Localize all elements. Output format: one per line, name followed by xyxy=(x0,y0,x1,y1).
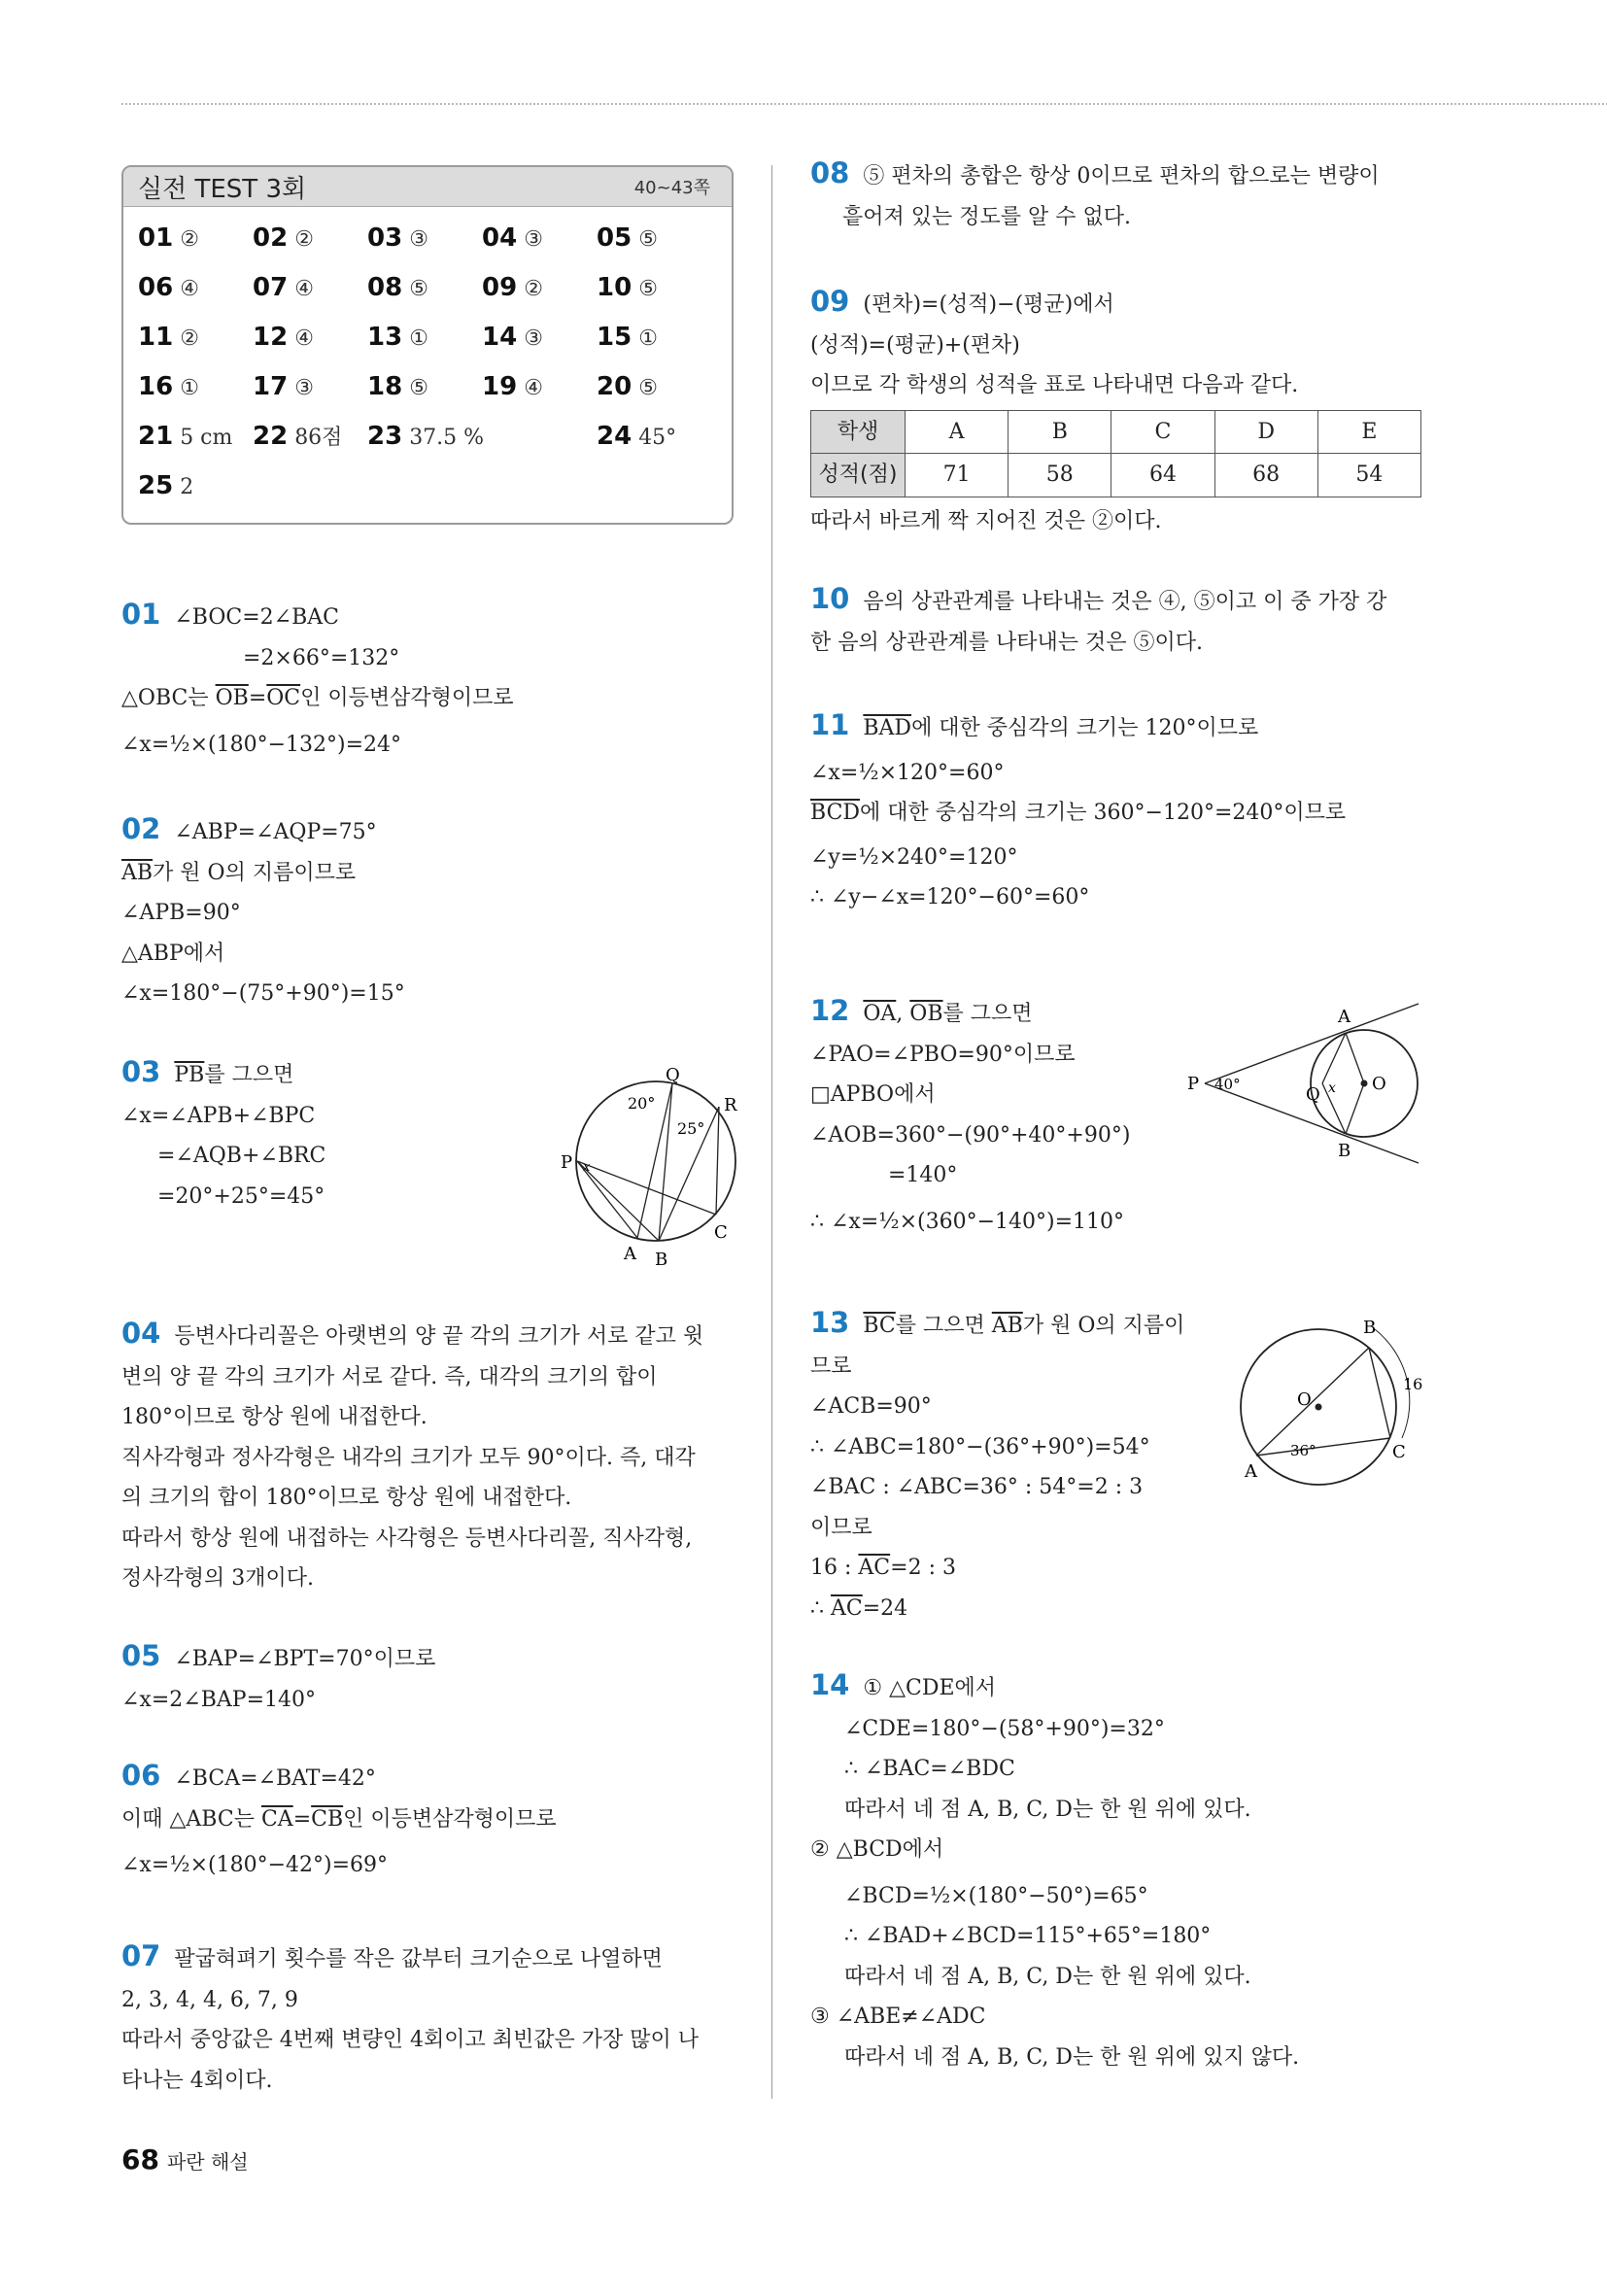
sol-line: 따라서 중앙값은 4번째 변량인 4회이고 최빈값은 가장 많이 나 xyxy=(121,2028,699,2052)
problem-number: 05 xyxy=(121,1639,161,1672)
answer-value: ⑤ xyxy=(409,277,428,301)
segment-label: $\overline{OC}$ xyxy=(266,686,301,710)
answer-value: ② xyxy=(524,277,543,301)
radius-OB xyxy=(1346,1083,1364,1134)
label-B: B xyxy=(1338,1141,1351,1161)
answer-number: 20 xyxy=(597,372,633,401)
sol-text: 에 대한 중심각의 크기는 360°−120°=240°이므로 xyxy=(860,801,1347,825)
label-A: A xyxy=(624,1244,636,1264)
sol-line: =2×66°=132° xyxy=(243,645,400,670)
sol-text: ∴ xyxy=(810,1595,831,1621)
answer-cell xyxy=(253,369,367,404)
arc-label: $\overline{AC}$ xyxy=(831,1595,863,1621)
table-cell: 54 xyxy=(1317,454,1420,497)
sol-line: 한 음의 상관관계를 나타내는 것은 ⑤이다. xyxy=(810,630,1203,655)
solution-01 xyxy=(121,595,514,765)
angle-label-25: 25° xyxy=(677,1119,705,1138)
answer-number: 12 xyxy=(253,323,289,352)
answer-cell xyxy=(597,221,711,256)
solution-09 xyxy=(810,282,1421,541)
table-row xyxy=(811,410,1421,454)
answer-cell xyxy=(482,270,597,305)
answer-value: ② xyxy=(294,227,314,252)
chord-AC xyxy=(1256,1438,1390,1456)
sol-text: 가 원 O의 지름이므로 xyxy=(153,860,357,885)
sol-line: ∠x=2∠BAP=140° xyxy=(121,1687,316,1712)
sol-line: 정사각형의 3개이다. xyxy=(121,1566,314,1591)
angle-label-36: 36° xyxy=(1290,1442,1316,1459)
problem-number: 07 xyxy=(121,1939,161,1972)
answer-cell xyxy=(482,369,597,404)
problem-number: 03 xyxy=(121,1055,161,1088)
answer-number: 25 xyxy=(138,471,174,500)
chord-BC xyxy=(1369,1348,1390,1438)
table-cell: B xyxy=(1009,410,1111,454)
answer-value: ⑤ xyxy=(638,277,658,301)
answer-cell xyxy=(482,221,597,256)
sol-line: ∠BOC=2∠BAC xyxy=(174,605,339,630)
answer-number: 10 xyxy=(597,273,633,302)
top-dotted-rule xyxy=(121,103,1607,105)
label-Q: Q xyxy=(666,1065,680,1085)
answer-number: 06 xyxy=(138,273,174,302)
label-P: P xyxy=(1187,1074,1200,1094)
answer-value: ④ xyxy=(180,277,199,301)
sol-line: =20°+25°=45° xyxy=(157,1183,325,1209)
label-C: C xyxy=(1392,1442,1406,1462)
problem-number: 01 xyxy=(121,598,161,631)
sol-line: 이므로 xyxy=(810,1515,872,1540)
arc-label: $\overline{CA}$ xyxy=(260,1806,293,1832)
answer-value: 86점 xyxy=(294,426,343,450)
answer-value: ③ xyxy=(409,227,428,252)
angle-label-x: x xyxy=(583,1160,591,1175)
answer-box xyxy=(121,165,734,525)
sol-line: ∠x=½×120°=60° xyxy=(810,760,1005,785)
problem-number: 13 xyxy=(810,1306,850,1339)
table-cell: 71 xyxy=(906,454,1009,497)
sol-line: □APBO에서 xyxy=(810,1082,936,1107)
answer-number: 02 xyxy=(253,223,289,253)
answer-value: ⑤ xyxy=(638,227,658,252)
sol-text: 를 그으면 xyxy=(942,1002,1033,1026)
answer-cell xyxy=(253,221,367,256)
answer-cell xyxy=(482,419,597,454)
segment-label: $\overline{PB}$ xyxy=(174,1063,205,1087)
answer-cell xyxy=(367,221,482,256)
answer-number: 19 xyxy=(482,372,518,401)
answer-number: 09 xyxy=(482,273,518,302)
sol-line: ② △BCD에서 xyxy=(810,1837,944,1862)
answer-value: 37.5 % xyxy=(409,426,485,450)
solution-05 xyxy=(121,1636,435,1720)
answer-value: ④ xyxy=(524,376,543,400)
arc-label: $\overline{BCD}$ xyxy=(810,801,861,825)
solution-03 xyxy=(121,1052,325,1217)
chord-QB xyxy=(659,1083,672,1241)
solution-14 xyxy=(810,1665,1299,2077)
table-cell: 58 xyxy=(1009,454,1111,497)
page-number: 68 xyxy=(121,2143,159,2176)
answer-cell xyxy=(253,270,367,305)
sol-text: 이때 △ABC는 xyxy=(121,1806,261,1832)
answer-cell xyxy=(138,320,253,355)
table-cell: E xyxy=(1317,410,1420,454)
label-O: O xyxy=(1372,1074,1386,1094)
sol-line: 타나는 4회이다. xyxy=(121,2068,273,2093)
answer-value: ④ xyxy=(294,326,314,351)
segment-label: $\overline{OB}$ xyxy=(215,686,249,710)
solution-04 xyxy=(121,1314,703,1599)
chord-AQ xyxy=(1322,1033,1346,1083)
answer-grid xyxy=(123,207,732,503)
answer-box-title: 실전 TEST 3회 xyxy=(138,174,307,204)
solution-11 xyxy=(810,705,1346,918)
sol-text: 인 이등변삼각형이므로 xyxy=(300,686,514,710)
sol-text: 인 이등변삼각형이므로 xyxy=(343,1806,557,1832)
sol-line: ∠CDE=180°−(58°+90°)=32° xyxy=(844,1716,1165,1741)
answer-cell xyxy=(253,419,367,454)
sol-line: ∠AOB=360°−(90°+40°+90°) xyxy=(810,1122,1131,1148)
table-header-cell: 학생 xyxy=(811,410,906,454)
center-dot xyxy=(1361,1080,1368,1087)
answer-number: 07 xyxy=(253,273,289,302)
sol-text: = xyxy=(292,1806,312,1832)
sol-line: 흩어져 있는 정도를 알 수 없다. xyxy=(842,204,1131,229)
answer-number: 18 xyxy=(367,372,403,401)
answer-cell xyxy=(138,221,253,256)
label-Q: Q xyxy=(1306,1084,1320,1105)
answer-number: 08 xyxy=(367,273,403,302)
table-cell: A xyxy=(906,410,1009,454)
answer-cell xyxy=(367,320,482,355)
sol-text: = xyxy=(248,686,267,710)
answer-value: ⑤ xyxy=(409,376,428,400)
answer-cell xyxy=(138,270,253,305)
answer-value: ① xyxy=(180,376,199,400)
grades-table xyxy=(810,410,1421,497)
solution-10 xyxy=(810,579,1386,663)
answer-value: ② xyxy=(180,326,199,351)
label-C: C xyxy=(714,1222,728,1243)
answer-cell xyxy=(597,270,711,305)
problem-number: 09 xyxy=(810,285,850,318)
table-row xyxy=(811,454,1421,497)
answer-box-header xyxy=(123,167,732,207)
left-column xyxy=(121,165,735,525)
answer-number: 05 xyxy=(597,223,633,253)
label-A: A xyxy=(1245,1461,1257,1482)
label-O: O xyxy=(1297,1389,1312,1410)
segment-label: $\overline{OB}$ xyxy=(909,1002,943,1026)
sol-line: 등변사다리꼴은 아랫변의 양 끝 각의 크기가 서로 같고 윗 xyxy=(174,1324,704,1349)
answer-value: ③ xyxy=(524,227,543,252)
label-P: P xyxy=(561,1152,573,1173)
table-cell: 64 xyxy=(1111,454,1214,497)
center-dot xyxy=(1316,1404,1322,1411)
arc-label: $\overline{BAD}$ xyxy=(863,716,912,740)
answer-cell xyxy=(597,320,711,355)
sol-line: 음의 상관관계를 나타내는 것은 ④, ⑤이고 이 중 가장 강 xyxy=(863,590,1387,614)
sol-line: ∠BCA=∠BAT=42° xyxy=(174,1766,376,1791)
segment-label: $\overline{AB}$ xyxy=(121,860,154,885)
table-header-cell: 성적(점) xyxy=(811,454,906,497)
sol-text: 가 원 O의 지름이 xyxy=(1022,1314,1185,1338)
sol-line: 므로 xyxy=(810,1354,852,1379)
sol-line: 팔굽혀펴기 횟수를 작은 값부터 크기순으로 나열하면 xyxy=(174,1947,663,1971)
label-B: B xyxy=(655,1250,668,1270)
segment-label: $\overline{OA}$ xyxy=(863,1002,897,1026)
sol-line: ∠x=½×(180°−132°)=24° xyxy=(121,732,402,757)
solution-07 xyxy=(121,1936,699,2101)
problem-number: 04 xyxy=(121,1317,161,1350)
answer-number: 04 xyxy=(482,223,518,253)
problem-number: 06 xyxy=(121,1759,161,1792)
answer-cell xyxy=(138,468,253,503)
sol-line: 따라서 바르게 짝 지어진 것은 ②이다. xyxy=(810,508,1162,533)
problem-number: 02 xyxy=(121,812,161,845)
sol-text: =2 : 3 xyxy=(890,1556,956,1580)
figure-12-tangents xyxy=(1185,999,1423,1164)
sol-line: 180°이므로 항상 원에 내접한다. xyxy=(121,1405,427,1429)
sol-line: ∠ACB=90° xyxy=(810,1394,932,1419)
sol-line: ∠x=½×(180°−42°)=69° xyxy=(121,1853,389,1877)
problem-number: 08 xyxy=(810,156,850,189)
answer-cell xyxy=(367,419,485,454)
solution-06 xyxy=(121,1756,557,1886)
figure-13-circle xyxy=(1229,1310,1423,1499)
sol-line: 2, 3, 4, 4, 6, 7, 9 xyxy=(121,1987,298,2012)
answer-value: ② xyxy=(180,227,199,252)
sol-line: △ABP에서 xyxy=(121,941,225,966)
answer-value: ① xyxy=(638,326,658,351)
answer-cell xyxy=(367,369,482,404)
answer-number: 23 xyxy=(367,422,403,451)
segment-label: $\overline{BC}$ xyxy=(863,1314,896,1338)
answer-number: 22 xyxy=(253,422,289,451)
sol-line: ∴ ∠BAC=∠BDC xyxy=(844,1757,1015,1781)
answer-value: ④ xyxy=(294,277,314,301)
angle-label-x: x xyxy=(1328,1080,1336,1096)
answer-cell xyxy=(482,320,597,355)
answer-cell xyxy=(138,369,253,404)
sol-line: ∴ ∠x=½×(360°−140°)=110° xyxy=(810,1209,1125,1234)
answer-cell xyxy=(367,270,482,305)
sol-line: ∠BAP=∠BPT=70°이므로 xyxy=(174,1647,436,1671)
sol-line: ∠APB=90° xyxy=(121,901,241,925)
arc-label: $\overline{AC}$ xyxy=(858,1556,891,1580)
table-cell: D xyxy=(1214,410,1317,454)
footer-text: 파란 해설 xyxy=(166,2150,249,2174)
sol-line: ∠x=180°−(75°+90°)=15° xyxy=(121,981,405,1006)
answer-number: 03 xyxy=(367,223,403,253)
page-footer xyxy=(121,2143,249,2176)
sol-line: ∴ ∠ABC=180°−(36°+90°)=54° xyxy=(810,1434,1150,1459)
answer-value: ① xyxy=(409,326,428,351)
table-cell: 68 xyxy=(1214,454,1317,497)
problem-number: 12 xyxy=(810,994,850,1027)
answer-value: 2 xyxy=(180,475,194,499)
sol-line: 따라서 네 점 A, B, C, D는 한 원 위에 있다. xyxy=(844,1964,1251,1989)
sol-line: ∴ ∠y−∠x=120°−60°=60° xyxy=(810,885,1090,909)
answer-cell xyxy=(138,419,253,454)
sol-line: ∠y=½×240°=120° xyxy=(810,844,1018,870)
chord-RC xyxy=(716,1107,719,1215)
arc-length-16: 16 xyxy=(1403,1375,1423,1393)
circle xyxy=(576,1081,735,1241)
sol-line: ① △CDE에서 xyxy=(863,1676,997,1700)
sol-text: , xyxy=(896,1002,910,1026)
sol-text: 16 : xyxy=(810,1556,859,1580)
answer-number: 16 xyxy=(138,372,174,401)
sol-text: △OBC는 xyxy=(121,686,216,710)
answer-value: ③ xyxy=(524,326,543,351)
sol-line: 이므로 각 학생의 성적을 표로 나타내면 다음과 같다. xyxy=(810,373,1299,397)
angle-label-20: 20° xyxy=(628,1094,656,1113)
sol-line: =140° xyxy=(888,1163,958,1187)
table-cell: C xyxy=(1111,410,1214,454)
answer-number: 01 xyxy=(138,223,174,253)
solution-13 xyxy=(810,1303,1184,1628)
sol-line: ∴ ∠BAD+∠BCD=115°+65°=180° xyxy=(844,1924,1212,1948)
sol-text: 를 그으면 xyxy=(895,1314,992,1338)
column-divider xyxy=(771,165,772,2099)
diameter-AB xyxy=(1256,1348,1369,1456)
answer-value: ③ xyxy=(294,376,314,400)
sol-line: 따라서 네 점 A, B, C, D는 한 원 위에 있지 않다. xyxy=(844,2044,1300,2070)
answer-value: 45° xyxy=(638,426,677,450)
sol-line: ∠BAC : ∠ABC=36° : 54°=2 : 3 xyxy=(810,1475,1144,1499)
sol-line: 의 크기의 합이 180°이므로 항상 원에 내접한다. xyxy=(121,1486,572,1510)
answer-number: 24 xyxy=(597,422,633,451)
sol-line: =∠AQB+∠BRC xyxy=(157,1144,326,1168)
sol-line: (편차)=(성적)−(평균)에서 xyxy=(863,292,1114,317)
answer-value: ⑤ xyxy=(638,376,658,400)
sol-line: ∠ABP=∠AQP=75° xyxy=(174,820,377,844)
answer-number: 14 xyxy=(482,323,518,352)
answer-number: 15 xyxy=(597,323,633,352)
label-A: A xyxy=(1338,1007,1351,1027)
sol-text: 를 그으면 xyxy=(204,1063,294,1087)
sol-text: 에 대한 중심각의 크기는 120°이므로 xyxy=(911,716,1259,740)
arc-label: $\overline{CB}$ xyxy=(311,1806,344,1832)
answer-number: 13 xyxy=(367,323,403,352)
sol-line: ∠BCD=½×(180°−50°)=65° xyxy=(844,1883,1148,1908)
angle-label-40: 40° xyxy=(1214,1076,1241,1093)
sol-line: ③ ∠ABE≠∠ADC xyxy=(810,2005,986,2029)
answer-box-pages: 40~43쪽 xyxy=(633,178,710,198)
problem-number: 11 xyxy=(810,708,850,741)
answer-number: 17 xyxy=(253,372,289,401)
sol-line: (성적)=(평균)+(편차) xyxy=(810,332,1020,358)
sol-line: 변의 양 끝 각의 크기가 서로 같다. 즉, 대각의 크기의 합이 xyxy=(121,1364,658,1389)
solution-02 xyxy=(121,809,405,1014)
sol-line: ∠PAO=∠PBO=90°이므로 xyxy=(810,1042,1076,1067)
answer-number: 21 xyxy=(138,422,174,451)
answer-cell xyxy=(597,369,711,404)
sol-line: 따라서 항상 원에 내접하는 사각형은 등변사다리꼴, 직사각형, xyxy=(121,1525,693,1551)
answer-cell xyxy=(597,419,711,454)
problem-number: 14 xyxy=(810,1668,850,1701)
label-R: R xyxy=(724,1095,737,1115)
answer-value: 5 cm xyxy=(180,426,233,450)
answer-number: 11 xyxy=(138,323,174,352)
radius-OA xyxy=(1346,1033,1364,1083)
answer-cell xyxy=(253,320,367,355)
sol-line: ∠x=∠APB+∠BPC xyxy=(121,1103,316,1128)
sol-line: 직사각형과 정사각형은 내각의 크기가 모두 90°이다. 즉, 대각 xyxy=(121,1445,696,1470)
sol-text: =24 xyxy=(862,1595,908,1621)
label-B: B xyxy=(1363,1318,1377,1338)
figure-03-circle xyxy=(554,1064,748,1273)
sol-line: ⑤ 편차의 총합은 항상 0이므로 편차의 합으로는 변량이 xyxy=(863,164,1380,188)
problem-number: 10 xyxy=(810,582,850,615)
segment-label: $\overline{AB}$ xyxy=(991,1314,1023,1338)
solution-12 xyxy=(810,991,1130,1242)
solution-08 xyxy=(810,154,1380,237)
sol-line: 따라서 네 점 A, B, C, D는 한 원 위에 있다. xyxy=(844,1797,1251,1822)
